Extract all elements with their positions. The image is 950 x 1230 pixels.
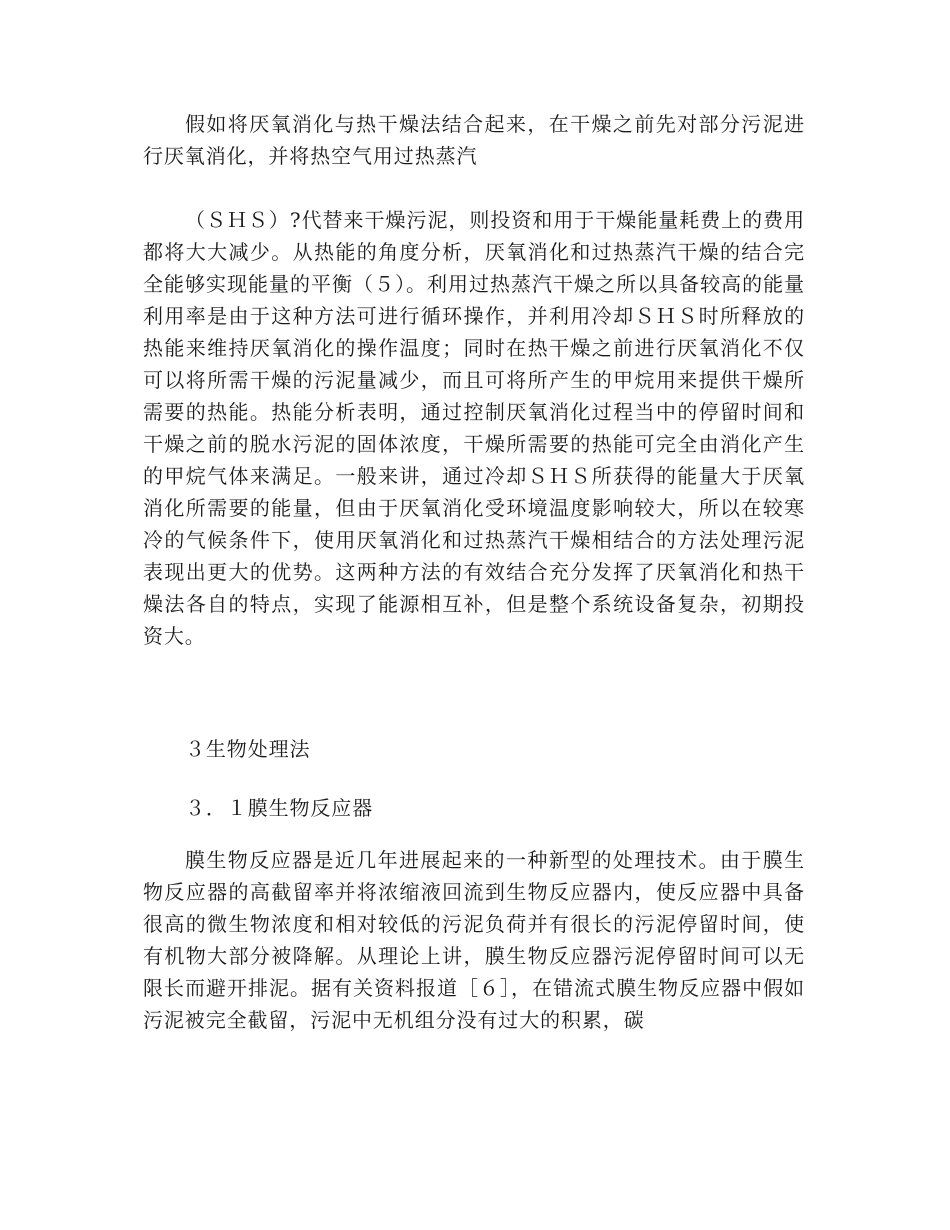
paragraph-membrane-bioreactor: 膜生物反应器是近几年进展起来的一种新型的处理技术。由于膜生物反应器的高截留率并将浓缩液回流到生物反应器内，使反应器中具备很高的微生物浓度和相对较低的污泥负荷并有很长的污泥停留时间，使有机物大部分被降解。从理论上讲，膜生物反应器污泥停留时间可以无限长而避开排泥。据有关资料报道［６］，在错流式膜生物反应器中假如污泥被完全截留，污泥中无机组分没有过大的积累，碳 [143, 848, 805, 1032]
section-heading-biological-treatment: ３生物处理法 [185, 737, 311, 761]
paragraph-shs-energy-analysis: （ＳＨＳ）?代替来干燥污泥，则投资和用于干燥能量耗费上的费用都将大大减少。从热能的角度分析，厌氧消化和过热蒸汽干燥的结合完全能够实现能量的平衡（５）。利用过热蒸汽干燥之所以具备较高的能量利用率是由于这种方法可进行循环操作，并利用冷却ＳＨＳ时所释放的热能来维持厌氧消化的操作温度；同时在热干燥之前进行厌氧消化不仅可以将所需干燥的污泥量减少，而且可将所产生的甲烷用来提供干燥所需要的热能。热能分析表明，通过控制厌氧消化过程当中的停留时间和干燥之前的脱水污泥的固体浓度，干燥所需要的热能可完全由消化产生的甲烷气体来满足。一般来讲，通过冷却ＳＨＳ所获得的能量大于厌氧消化所需要的能量，但由于厌氧消化受环境温度影响较大，所以在较寒冷的气候条件下，使用厌氧消化和过热蒸汽干燥相结合的方法处理污泥表现出更大的优势。这两种方法的有效结合充分发挥了厌氧消化和热干燥法各自的特点，实现了能源相互补，但是整个系统设备复杂，初期投资大。 [143, 208, 805, 648]
paragraph-anaerobic-thermal-drying: 假如将厌氧消化与热干燥法结合起来，在干燥之前先对部分污泥进行厌氧消化，并将热空气用过热蒸汽 [143, 112, 805, 168]
subsection-heading-membrane-bioreactor: ３．１膜生物反应器 [185, 796, 374, 820]
